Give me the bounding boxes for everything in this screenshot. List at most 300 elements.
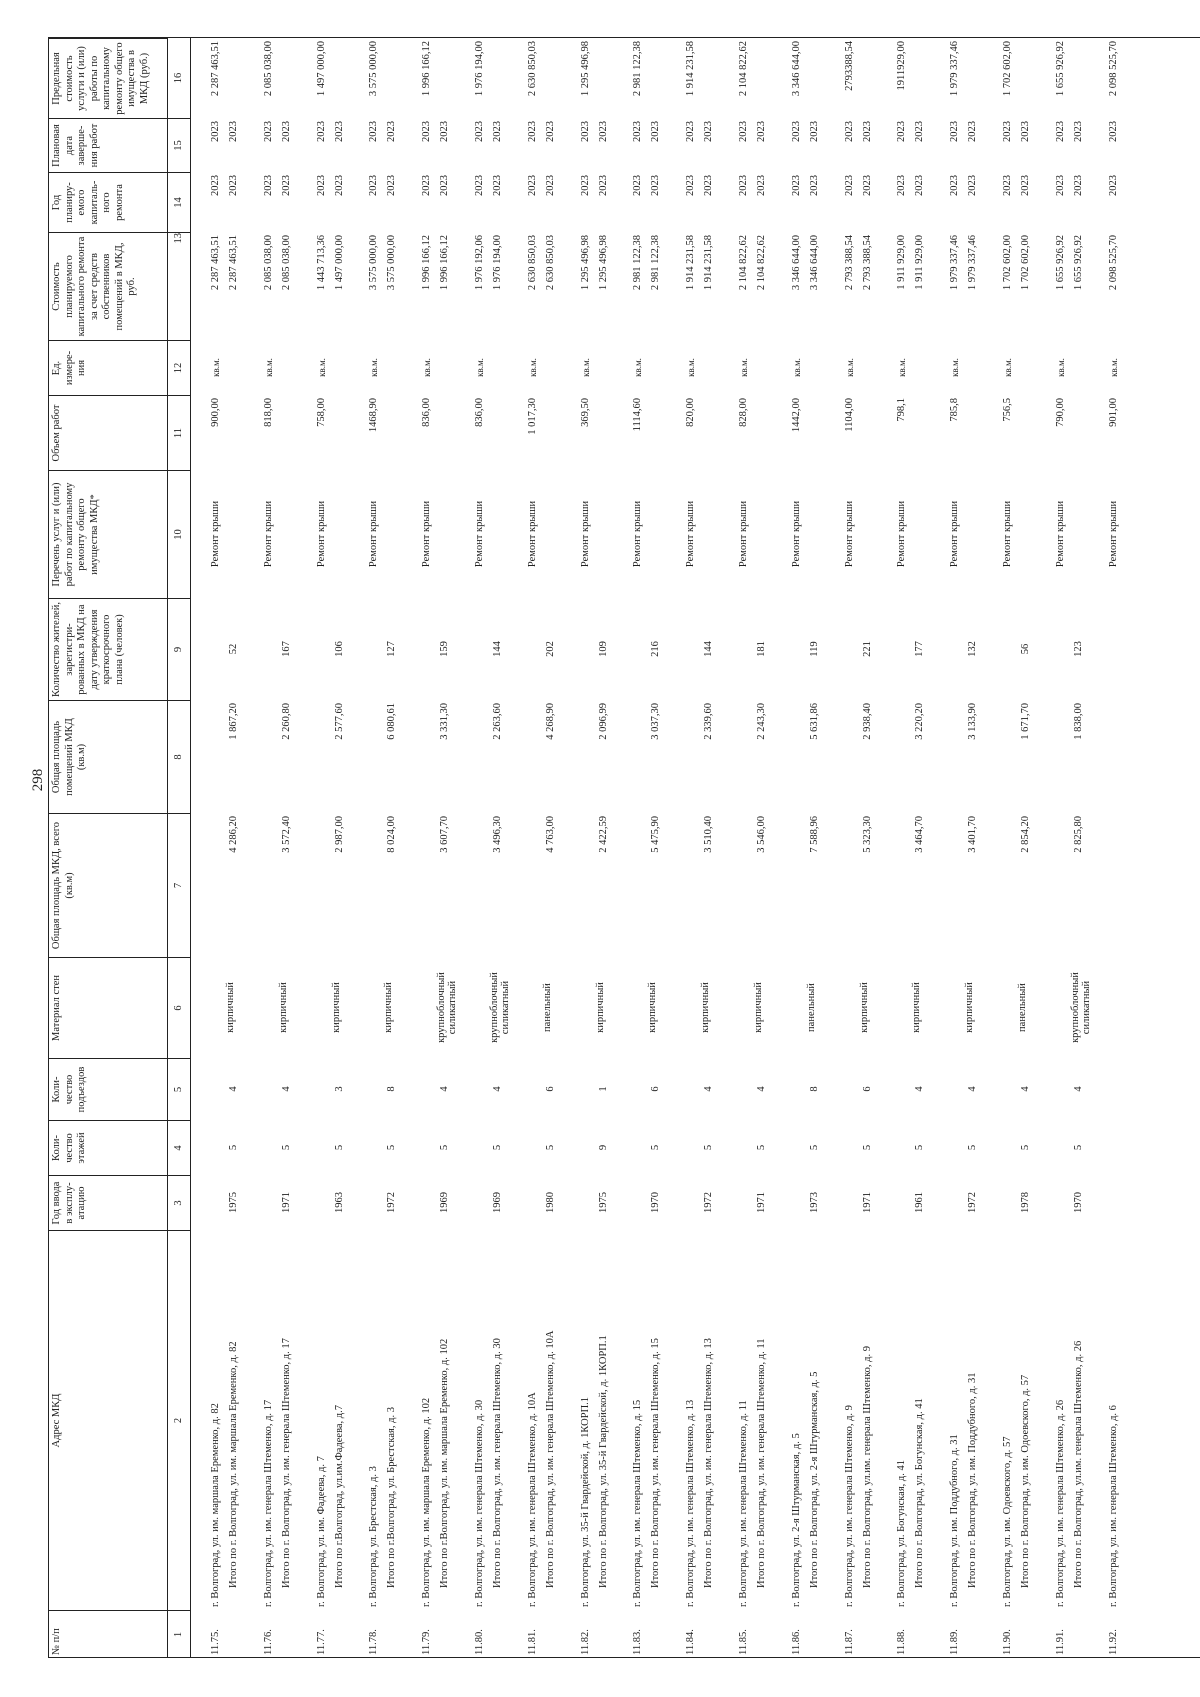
empty-cell — [893, 957, 911, 1058]
cell-address: г. Волгоград, ул. им. маршала Еременко, д. 102 — [421, 1397, 433, 1607]
cell-residents: 127 — [386, 641, 398, 657]
cell-work: Ремонт крыши — [262, 500, 274, 568]
cell-plan-year1: 2023 — [949, 175, 961, 196]
cell-end2: 2023 — [439, 121, 451, 142]
table-row — [946, 38, 982, 1658]
cell-cost1: 1 976 192,06 — [474, 235, 485, 291]
empty-cell — [647, 1610, 665, 1658]
cell-year: 1980 — [544, 1192, 556, 1213]
empty-cell — [365, 1175, 383, 1230]
empty-cell — [207, 1120, 225, 1175]
cell-cost1: 3 346 644,00 — [790, 235, 802, 291]
cell-address: г. Волгоград, ул. им. генерала Штеменко, д. 17 — [262, 1399, 274, 1607]
empty-cell — [788, 1175, 806, 1230]
column-header-2: Адрес МКД — [49, 1230, 167, 1610]
empty-cell — [735, 598, 753, 700]
cell-unit: кв.м. — [739, 358, 749, 377]
cell-material: кирпичный — [753, 982, 764, 1033]
empty-cell — [524, 1175, 542, 1230]
empty-cell — [331, 340, 349, 395]
cell-end2: 2023 — [756, 121, 767, 142]
empty-cell — [629, 957, 647, 1058]
empty-cell — [788, 813, 806, 957]
cell-limit: 2 085 038,00 — [262, 41, 274, 97]
row-main-line — [365, 38, 383, 1658]
cell-floors: 9 — [597, 1144, 609, 1151]
cell-address: г. Волгоград, ул. им. Одоевского, д. 57 — [1002, 1436, 1013, 1607]
cell-num: 11.83. — [632, 1629, 644, 1655]
cell-floors: 5 — [650, 1144, 662, 1151]
cell-limit: 1 702 602,00 — [1002, 41, 1013, 97]
empty-cell — [946, 813, 964, 957]
cell-limit: 1 655 926,92 — [1054, 41, 1066, 97]
cell-address: г. Волгоград, ул. им. Фадеева, д. 7 — [315, 1456, 327, 1607]
row-main-line — [735, 38, 753, 1658]
cell-floors: 5 — [1020, 1144, 1031, 1151]
cell-total: Итого по г.Волгоград, ул.им.Фадеева, д.7 — [333, 1404, 345, 1588]
cell-area-rooms: 6 080,61 — [386, 703, 398, 740]
column-number-16: 16 — [167, 38, 191, 118]
cell-area-rooms: 4 268,90 — [544, 703, 556, 740]
empty-cell — [946, 598, 964, 700]
cell-area-total: 5 323,30 — [861, 816, 873, 853]
cell-residents: 177 — [914, 641, 926, 657]
row-total-line — [331, 38, 349, 1658]
empty-cell — [225, 470, 243, 598]
cell-year: 1972 — [386, 1192, 398, 1213]
column-header-4: Коли-чество этажей — [49, 1120, 167, 1175]
cell-plan-year2: 2023 — [914, 175, 926, 196]
cell-cost2: 2 630 850,03 — [544, 235, 556, 291]
empty-cell — [418, 1058, 436, 1120]
empty-cell — [788, 957, 806, 1058]
empty-cell — [682, 598, 700, 700]
empty-cell — [260, 813, 278, 957]
empty-cell — [806, 1610, 824, 1658]
empty-cell — [471, 700, 489, 813]
empty-cell — [207, 1175, 225, 1230]
cell-area-rooms: 3 037,30 — [650, 703, 662, 740]
column-number-14: 14 — [167, 172, 191, 232]
cell-cost2: 1 655 926,92 — [1072, 235, 1084, 291]
empty-cell — [893, 813, 911, 957]
empty-cell — [1052, 1120, 1070, 1175]
empty-cell — [260, 957, 278, 1058]
row-main-line — [629, 38, 647, 1658]
cell-plan-year2: 2023 — [861, 175, 873, 196]
empty-cell — [260, 700, 278, 813]
empty-cell — [436, 340, 458, 395]
empty-cell — [436, 470, 458, 598]
empty-cell — [629, 598, 647, 700]
cell-end1: 2023 — [1107, 121, 1119, 142]
empty-cell — [735, 1120, 753, 1175]
row-main-line — [524, 38, 542, 1658]
cell-num: 11.90. — [1002, 1629, 1013, 1655]
cell-floors: 5 — [228, 1144, 239, 1151]
cell-floors: 5 — [544, 1144, 556, 1151]
empty-cell — [788, 1120, 806, 1175]
cell-end2: 2023 — [492, 121, 503, 142]
cell-unit: кв.м. — [369, 358, 380, 377]
cell-material: кирпичный — [277, 982, 289, 1033]
cell-entrances: 6 — [650, 1086, 662, 1092]
empty-cell — [331, 395, 349, 470]
column-number-10: 10 — [167, 470, 191, 598]
cell-end2: 2023 — [544, 121, 556, 142]
empty-cell — [700, 470, 718, 598]
row-main-line — [946, 38, 964, 1658]
cell-total: Итого по г. Волгоград, ул. Богунская, д. 41 — [914, 1398, 926, 1588]
empty-cell — [1052, 1058, 1070, 1120]
cell-num: 11.92. — [1107, 1629, 1119, 1655]
empty-cell — [313, 813, 331, 957]
cell-unit: кв.м. — [263, 358, 274, 377]
cell-material: кирпичный — [225, 982, 236, 1033]
column-header-15: Плановая дата заверше-ния работ — [49, 118, 167, 172]
cell-material: кирпичный — [594, 982, 606, 1033]
empty-cell — [542, 470, 560, 598]
cell-cost2: 1 497 000,00 — [333, 235, 345, 291]
cell-residents: 132 — [967, 641, 979, 657]
empty-cell — [735, 813, 753, 957]
column-header-16: Предельная стоимость услуги и (или) работы по капитальному ремонту общего имущества в МКД (руб.) — [49, 38, 167, 118]
empty-cell — [278, 38, 296, 118]
cell-material: крупноблочный силикатный — [436, 972, 459, 1043]
cell-residents: 159 — [439, 641, 451, 657]
empty-cell — [1070, 1610, 1092, 1658]
empty-cell — [595, 1610, 613, 1658]
empty-cell — [911, 1610, 929, 1658]
row-total-line — [806, 38, 824, 1658]
cell-limit: 1 976 194,00 — [474, 41, 485, 97]
empty-cell — [489, 395, 511, 470]
cell-entrances: 4 — [967, 1086, 979, 1092]
cell-area-total: 5 475,90 — [650, 816, 662, 853]
empty-cell — [207, 813, 225, 957]
empty-cell — [471, 598, 489, 700]
empty-cell — [964, 470, 982, 598]
cell-address: г. Волгоград, ул. им. генерала Штеменко, д. 9 — [843, 1405, 855, 1607]
cell-total: Итого по г. Волгоград, ул. им. генерала Штеменко, д. 17 — [280, 1338, 292, 1588]
cell-address: г. Волгоград, ул. им. генерала Штеменко, д. 15 — [632, 1399, 644, 1607]
cell-material: кирпичный — [964, 982, 976, 1033]
empty-cell — [383, 340, 401, 395]
cell-material: кирпичный — [330, 982, 342, 1033]
table-row — [524, 38, 560, 1658]
cell-end2: 2023 — [386, 121, 398, 142]
cell-limit: 2 104 822,62 — [738, 41, 749, 97]
cell-unit: кв.м. — [633, 358, 644, 377]
cell-end1: 2023 — [949, 121, 961, 142]
cell-plan-year2: 2023 — [1072, 175, 1084, 196]
cell-area-total: 3 546,00 — [756, 816, 767, 853]
cell-volume: 820,00 — [685, 398, 697, 427]
cell-work: Ремонт крыши — [790, 500, 802, 568]
empty-cell — [1123, 1058, 1141, 1120]
cell-volume: 1442,00 — [790, 398, 802, 433]
cell-unit: кв.м. — [316, 358, 327, 377]
table-row — [629, 38, 665, 1658]
cell-limit: 1911929,00 — [896, 41, 908, 91]
empty-cell — [964, 395, 982, 470]
cell-floors: 5 — [1072, 1144, 1084, 1151]
column-header-5: Коли-чество подъездов — [49, 1058, 167, 1120]
cell-year: 1961 — [914, 1192, 926, 1213]
cell-year: 1972 — [703, 1192, 715, 1213]
column-header-3: Год ввода в эксплу-атацию — [49, 1175, 167, 1230]
table-row — [207, 38, 243, 1658]
cell-floors: 5 — [492, 1144, 503, 1151]
cell-total: Итого по г. Волгоград, ул. им. маршала Еременко, д. 82 — [228, 1341, 239, 1588]
cell-volume: 790,00 — [1054, 398, 1066, 427]
cell-entrances: 6 — [861, 1086, 873, 1092]
empty-cell — [1017, 340, 1035, 395]
cell-address: г. Волгоград, ул. им. Поддубного, д. 31 — [949, 1434, 961, 1607]
empty-cell — [365, 813, 383, 957]
empty-cell — [911, 38, 929, 118]
cell-year: 1971 — [280, 1192, 292, 1213]
column-number-13: 13 — [167, 232, 191, 340]
cell-cost1: 1 655 926,92 — [1054, 235, 1066, 291]
cell-area-total: 2 825,80 — [1072, 816, 1084, 853]
row-main-line — [1105, 38, 1123, 1658]
cell-end2: 2023 — [1072, 121, 1084, 142]
empty-cell — [1017, 38, 1035, 118]
cell-area-rooms: 2 243,30 — [756, 703, 767, 740]
cell-plan-year1: 2023 — [579, 175, 591, 196]
column-header-12: Ед. измере-ния — [49, 340, 167, 395]
cell-end1: 2023 — [738, 121, 749, 142]
cell-floors: 5 — [756, 1144, 767, 1151]
cell-area-rooms: 1 867,20 — [228, 703, 239, 740]
empty-cell — [700, 1610, 718, 1658]
table-row — [788, 38, 824, 1658]
row-total-line — [911, 38, 929, 1658]
empty-cell — [1105, 1175, 1123, 1230]
cell-total: Итого по г. Волгоград, ул. им. Одоевского, д. 57 — [1020, 1374, 1031, 1588]
cell-limit: 2 098 525,70 — [1107, 41, 1119, 97]
empty-cell — [471, 1058, 489, 1120]
empty-cell — [278, 470, 296, 598]
cell-end1: 2023 — [579, 121, 591, 142]
empty-cell — [647, 395, 665, 470]
cell-unit: кв.м. — [686, 358, 697, 377]
empty-cell — [225, 340, 243, 395]
cell-area-total: 3 401,70 — [967, 816, 979, 853]
cell-plan-year1: 2023 — [368, 175, 380, 196]
cell-num: 11.76. — [262, 1629, 274, 1655]
cell-work: Ремонт крыши — [843, 500, 855, 568]
cell-plan-year2: 2023 — [1020, 175, 1031, 196]
row-total-line — [753, 38, 771, 1658]
cell-unit: кв.м. — [211, 358, 221, 377]
cell-residents: 106 — [333, 641, 345, 657]
cell-end1: 2023 — [896, 121, 908, 142]
cell-address: г. Волгоград, ул. Брестская, д. 3 — [368, 1466, 380, 1607]
empty-cell — [365, 1120, 383, 1175]
empty-cell — [735, 1175, 753, 1230]
cell-floors: 5 — [914, 1144, 926, 1151]
empty-cell — [682, 1175, 700, 1230]
cell-end1: 2023 — [685, 121, 697, 142]
cell-total: Итого по г. Волгоград, ул. 35-й Гвардейской, д. 1КОРП.1 — [597, 1335, 609, 1588]
cell-entrances: 4 — [1020, 1086, 1031, 1092]
cell-cost2: 1 976 194,00 — [492, 235, 503, 291]
cell-volume: 901,00 — [1107, 398, 1119, 427]
cell-plan-year1: 2023 — [474, 175, 485, 196]
row-total-line — [1017, 38, 1035, 1658]
empty-cell — [788, 1058, 806, 1120]
cell-cost1: 1 911 929,00 — [896, 235, 908, 290]
row-total-line — [700, 38, 718, 1658]
row-total-line — [647, 38, 665, 1658]
empty-cell — [331, 38, 349, 118]
empty-cell — [893, 1175, 911, 1230]
cell-plan-year2: 2023 — [544, 175, 556, 196]
column-number-4: 4 — [167, 1120, 191, 1175]
empty-cell — [471, 1120, 489, 1175]
column-header-10: Перечень услуг и (или) работ по капитальному ремонту общего имущества МКД* — [49, 470, 167, 598]
cell-volume: 798,1 — [896, 398, 908, 422]
cell-unit: кв.м. — [844, 358, 855, 377]
empty-cell — [207, 598, 225, 700]
empty-cell — [313, 1120, 331, 1175]
cell-num: 11.84. — [685, 1629, 697, 1655]
cell-floors: 5 — [703, 1144, 715, 1151]
empty-cell — [647, 470, 665, 598]
empty-cell — [841, 957, 859, 1058]
table-row — [577, 38, 613, 1658]
cell-plan-year2: 2023 — [967, 175, 979, 196]
empty-cell — [524, 1120, 542, 1175]
empty-cell — [331, 470, 349, 598]
column-header-13: Стоимость планируемого капитального ремонта за счет средств собственников помещений в МКД, руб. — [49, 232, 167, 340]
cell-cost1: 3 575 000,00 — [368, 235, 380, 291]
empty-cell — [1123, 1120, 1141, 1175]
cell-year: 1963 — [333, 1192, 345, 1213]
cell-floors: 5 — [861, 1144, 873, 1151]
cell-work: Ремонт крыши — [368, 500, 380, 568]
cell-area-rooms: 2 096,99 — [597, 703, 609, 740]
empty-cell — [524, 598, 542, 700]
cell-end2: 2023 — [967, 121, 979, 142]
table-row — [1052, 38, 1092, 1658]
empty-cell — [365, 598, 383, 700]
empty-cell — [595, 38, 613, 118]
cell-unit: кв.м. — [580, 358, 591, 377]
column-number-12: 12 — [167, 340, 191, 395]
empty-cell — [1123, 232, 1141, 340]
table-row — [260, 38, 296, 1658]
column-header-14: Год планиру-емого капиталь-ного ремонта — [49, 172, 167, 232]
cell-material: кирпичный — [383, 982, 395, 1033]
empty-cell — [682, 957, 700, 1058]
cell-residents: 216 — [650, 641, 662, 657]
column-header-7: Общая площадь МКД, всего (кв.м) — [49, 813, 167, 957]
empty-cell — [682, 1120, 700, 1175]
cell-end2: 2023 — [1020, 121, 1031, 142]
cell-plan-year1: 2023 — [421, 175, 433, 196]
empty-cell — [859, 38, 877, 118]
cell-residents: 181 — [756, 641, 767, 657]
empty-cell — [418, 1120, 436, 1175]
cell-cost1: 1 996 166,12 — [421, 235, 433, 291]
empty-cell — [911, 395, 929, 470]
cell-work: Ремонт крыши — [632, 500, 644, 568]
cell-end1: 2023 — [790, 121, 802, 142]
empty-cell — [1070, 340, 1092, 395]
cell-material: панельный — [805, 983, 817, 1032]
cell-year: 1971 — [861, 1192, 873, 1213]
row-main-line — [471, 38, 489, 1658]
empty-cell — [524, 700, 542, 813]
row-main-line — [682, 38, 700, 1658]
column-header-8: Общая площадь помещений МКД (кв.м) — [49, 700, 167, 813]
empty-cell — [629, 813, 647, 957]
cell-end1: 2023 — [368, 121, 380, 142]
cell-area-rooms: 2 339,60 — [703, 703, 715, 740]
cell-material: крупноблочный силикатный — [1069, 972, 1092, 1043]
cell-area-rooms: 3 133,90 — [967, 703, 979, 740]
cell-plan-year1: 2023 — [790, 175, 802, 196]
empty-cell — [999, 1175, 1017, 1230]
empty-cell — [893, 1058, 911, 1120]
empty-cell — [1123, 172, 1141, 232]
cell-work: Ремонт крыши — [421, 500, 433, 568]
cell-plan-year1: 2023 — [896, 175, 908, 196]
cell-material: панельный — [541, 983, 553, 1032]
empty-cell — [1052, 1175, 1070, 1230]
empty-cell — [524, 813, 542, 957]
cell-entrances: 4 — [228, 1086, 239, 1092]
cell-year: 1969 — [439, 1192, 451, 1213]
column-number-1: 1 — [167, 1610, 191, 1658]
empty-cell — [1123, 1175, 1141, 1230]
cell-limit: 1 295 496,98 — [579, 41, 591, 97]
cell-volume: 818,00 — [262, 398, 274, 427]
empty-cell — [577, 700, 595, 813]
empty-cell — [1123, 470, 1141, 598]
cell-area-total: 2 854,20 — [1020, 816, 1031, 853]
cell-work: Ремонт крыши — [526, 500, 538, 568]
empty-cell — [1070, 470, 1092, 598]
cell-cost2: 2 981 122,38 — [650, 235, 662, 291]
cell-end1: 2023 — [1002, 121, 1013, 142]
row-main-line — [788, 38, 806, 1658]
cell-unit: кв.м. — [950, 358, 961, 377]
empty-cell — [999, 598, 1017, 700]
cell-residents: 144 — [703, 641, 715, 657]
column-number-15: 15 — [167, 118, 191, 172]
cell-total: Итого по г.Волгоград, ул. им. маршала Еременко, д. 102 — [439, 1338, 451, 1588]
column-number-7: 7 — [167, 813, 191, 957]
empty-cell — [999, 1120, 1017, 1175]
cell-address: г. Волгоград, ул. им. генерала Штеменко, д. 6 — [1107, 1405, 1119, 1607]
empty-cell — [788, 700, 806, 813]
cell-plan-year2: 2023 — [280, 175, 292, 196]
cell-year: 1972 — [967, 1192, 979, 1213]
row-main-line — [999, 38, 1017, 1658]
empty-cell — [383, 470, 401, 598]
cell-end2: 2023 — [861, 121, 873, 142]
cell-unit: кв.м. — [1003, 358, 1013, 377]
cell-num: 11.80. — [474, 1629, 485, 1655]
empty-cell — [1105, 957, 1123, 1058]
empty-cell — [365, 700, 383, 813]
empty-cell — [647, 340, 665, 395]
cell-cost2: 2 104 822,62 — [756, 235, 767, 291]
